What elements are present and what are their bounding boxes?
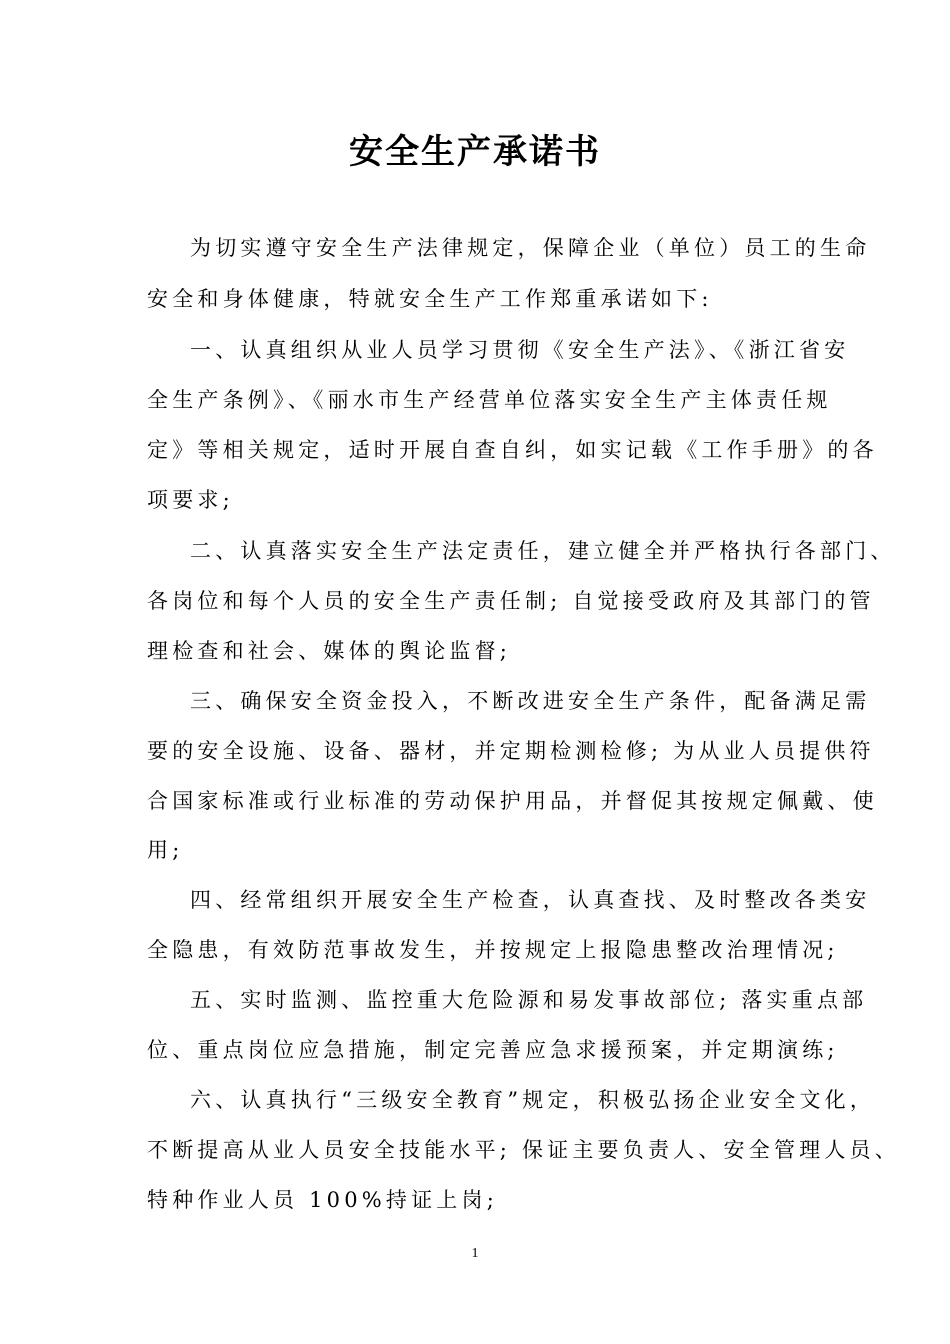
- body-line: 不断提高从业人员安全技能水平; 保证主要负责人、安全管理人员、: [147, 1138, 900, 1162]
- body-line: 六、认真执行“三级安全教育”规定，积极弘扬企业安全文化，: [190, 1088, 876, 1112]
- body-line: 五、实时监测、监控重大危险源和易发事故部位; 落实重点部: [190, 988, 868, 1012]
- body-line: 项要求;: [147, 488, 234, 512]
- body-line: 安全和身体健康，特就安全生产工作郑重承诺如下:: [147, 287, 713, 311]
- body-line: 各岗位和每个人员的安全生产责任制; 自觉接受政府及其部门的管: [147, 589, 875, 613]
- body-line: 全生产条例》、《丽水市生产经营单位落实安全生产主体责任规: [147, 388, 832, 412]
- body-line: 合国家标准或行业标准的劳动保护用品，并督促其按规定佩戴、使: [147, 789, 878, 813]
- page-number: 1: [471, 1246, 479, 1261]
- body-line: 四、经常组织开展安全生产检查，认真查找、及时整改各类安: [190, 888, 871, 912]
- body-line: 特种作业人员 100%持证上岗;: [147, 1188, 498, 1212]
- body-line: 全隐患，有效防范事故发生，并按规定上报隐患整改治理情况;: [147, 938, 839, 962]
- body-line: 一、认真组织从业人员学习贯彻《安全生产法》、《浙江省安: [190, 338, 850, 362]
- body-line: 用;: [147, 838, 184, 862]
- body-line: 理检查和社会、媒体的舆论监督;: [147, 639, 512, 663]
- body-line: 二、认真落实安全生产法定责任，建立健全并严格执行各部门、: [190, 539, 896, 563]
- body-line: 位、重点岗位应急措施，制定完善应急求援预案，并定期演练;: [147, 1038, 839, 1062]
- body-line: 定》等相关规定，适时开展自查自纠，如实记载《工作手册》的各: [147, 438, 878, 462]
- body-line: 为切实遵守安全生产法律规定，保障企业（单位）员工的生命: [190, 236, 871, 260]
- body-line: 要的安全设施、设备、器材，并定期检测检修; 为从业人员提供符: [147, 739, 875, 763]
- document-title: 安全生产承诺书: [349, 132, 601, 172]
- body-line: 三、确保安全资金投入，不断改进安全生产条件，配备满足需: [190, 689, 871, 713]
